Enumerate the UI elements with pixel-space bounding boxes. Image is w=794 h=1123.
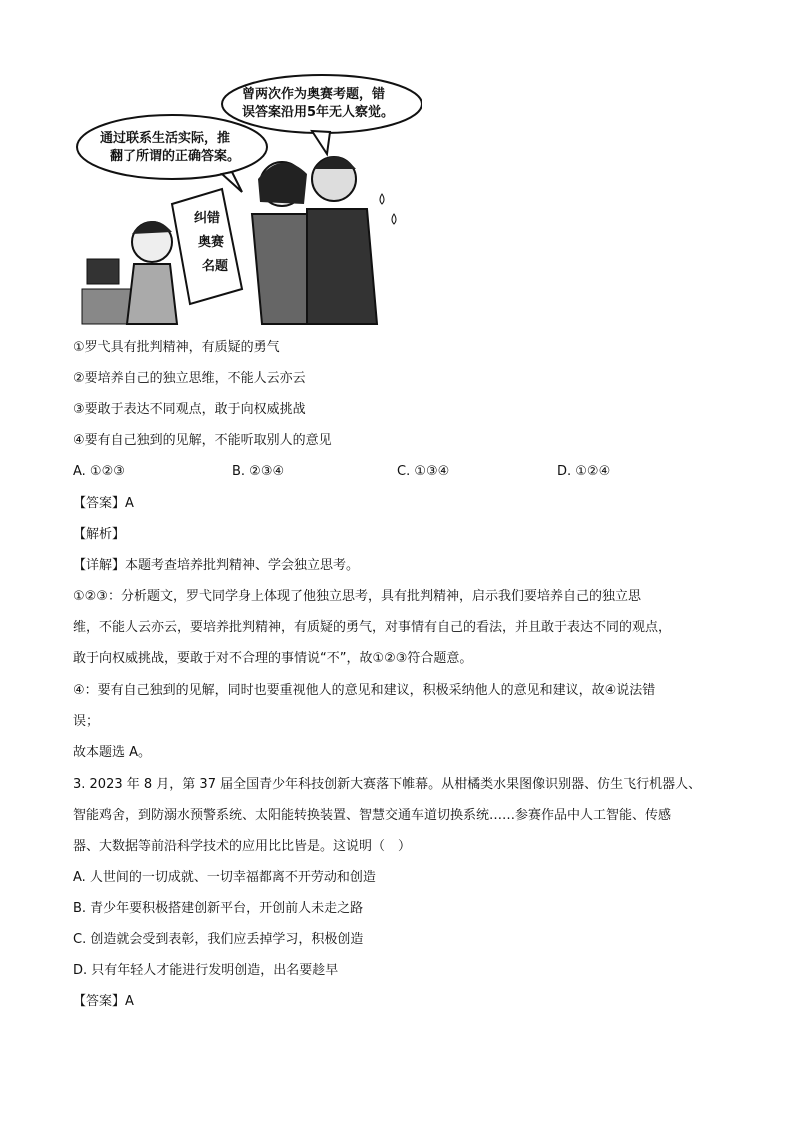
bubble-left-line1: 通过联系生活实际，推 <box>100 131 231 146</box>
speech-bubble-right <box>222 75 422 133</box>
detail-line: 误； <box>73 714 100 729</box>
statement-3: ③要敢于表达不同观点，敢于向权威挑战 <box>73 402 306 417</box>
option-d: D. ①②④ <box>557 464 611 479</box>
q3-option-c: C. 创造就会受到表彰，我们应丢掉学习，积极创造 <box>73 932 364 947</box>
svg-text:名题: 名题 <box>202 259 229 274</box>
cartoon-illustration <box>72 74 422 329</box>
sign-board <box>172 189 242 304</box>
detail-line: 维，不能人云亦云，要培养批判精神，有质疑的勇气，对事情有自己的看法，并且敢于表达不同的观点， <box>73 620 672 635</box>
statement-2: ②要培养自己的独立思维，不能人云亦云 <box>73 371 306 386</box>
detail-line: 敢于向权威挑战，要敢于对不合理的事情说“不”，故①②③符合题意。 <box>73 651 473 666</box>
svg-text:纠错: 纠错 <box>194 211 221 226</box>
option-a: A. ①②③ <box>73 464 125 479</box>
detail-line: ①②③：分析题文，罗弋同学身上体现了他独立思考，具有批判精神，启示我们要培养自己的独立思 <box>73 589 641 604</box>
q3-option-d: D. 只有年轻人才能进行发明创造，出名要趁早 <box>73 963 339 978</box>
detail-line: 【详解】本题考查培养批判精神、学会独立思考。 <box>73 558 360 573</box>
bubble-right-line1: 曾两次作为奥赛考题，错 <box>242 87 386 102</box>
q3-option-b: B. 青少年要积极搭建创新平台，开创前人未走之路 <box>73 901 364 916</box>
svg-text:奥赛: 奥赛 <box>198 235 225 250</box>
q3-option-a: A. 人世间的一切成就、一切幸福都离不开劳动和创造 <box>73 870 376 885</box>
statement-1: ①罗弋具有批判精神，有质疑的勇气 <box>73 340 280 355</box>
detail-line: ④：要有自己独到的见解，同时也要重视他人的意见和建议，积极采纳他人的意见和建议，故④说法错 <box>73 683 656 698</box>
statement-4: ④要有自己独到的见解，不能听取别人的意见 <box>73 433 332 448</box>
q3-answer: 【答案】A <box>73 994 134 1009</box>
answer: 【答案】A <box>73 496 134 511</box>
bubble-left-line2: 翻了所谓的正确答案。 <box>110 149 241 164</box>
option-c: C. ①③④ <box>397 464 450 479</box>
analysis-label: 【解析】 <box>73 527 126 542</box>
speech-bubble-left <box>77 115 267 179</box>
question-3-stem: 器、大数据等前沿科学技术的应用比比皆是。这说明（ ） <box>73 839 412 854</box>
question-3-stem: 3. 2023 年 8 月，第 37 届全国青少年科技创新大赛落下帷幕。从柑橘类水果图像识别器、仿生飞行机器人、 <box>73 777 702 792</box>
bubble-right-line2: 误答案沿用5年无人察觉。 <box>242 105 395 120</box>
option-b: B. ②③④ <box>232 464 285 479</box>
question-3-stem: 智能鸡舍，到防溺水预警系统、太阳能转换装置、智慧交通车道切换系统……参赛作品中人工智能、传感 <box>73 808 672 823</box>
detail-line: 故本题选 A。 <box>73 745 152 760</box>
